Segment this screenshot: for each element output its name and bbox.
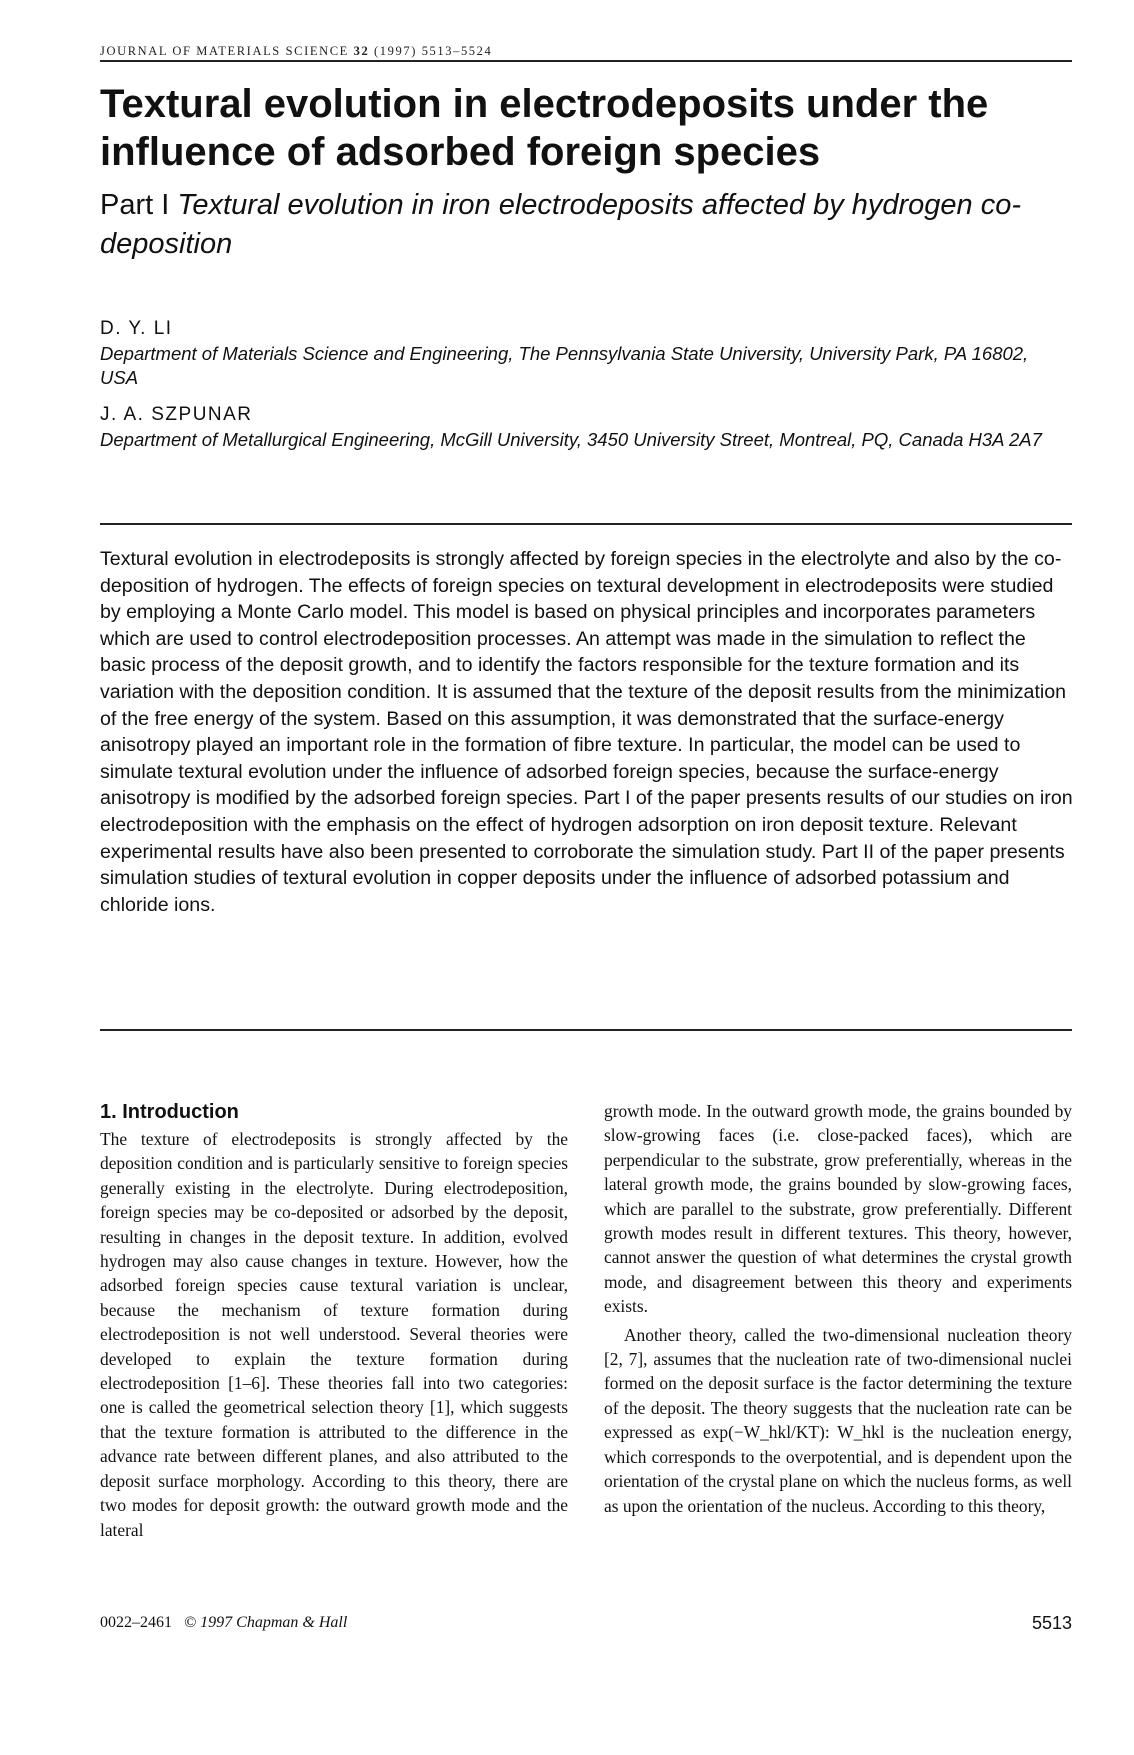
header-rule: [100, 60, 1072, 62]
paper-subtitle: [100, 186, 1060, 264]
journal-year-pages: (1997) 5513–5524: [374, 44, 493, 58]
journal-header: [100, 44, 492, 59]
subtitle-part: Part I: [100, 189, 170, 221]
abstract-bottom-rule: [100, 1029, 1072, 1031]
author-name: D. Y. LI: [100, 318, 173, 339]
body-paragraph: The texture of electrodeposits is strongly affected by the deposition condition and is particularly sensitive to foreign species generally existing in the electrolyte. During electrodeposition, foreign species may be co-deposited or adsorbed by the deposit, resulting in changes in the deposit texture. In addition, evolved hydrogen may also cause changes in texture. However, how the adsorbed foreign species cause textural variation is unclear, because the mechanism of texture formation during electrodeposition is not well understood. Several theories were developed to explain the texture formation during electrodeposition [1–6]. These theories fall into two categories: one is called the geometrical selection theory [1], which suggests that the texture formation is attributed to the difference in the advance rate between different planes, and also attributed to the deposit surface morphology. According to this theory, there are two modes for deposit growth: the outward growth mode and the lateral: [100, 1129, 568, 1540]
body-paragraph: Another theory, called the two-dimensional nucleation theory [2, 7], assumes that the nucleation rate of two-dimensional nuclei formed on the deposit surface is the factor determining the texture of the deposit. The theory suggests that the nucleation rate can be expressed as exp(−W_hkl/KT): W_hkl is the nucleation energy, which corresponds to the overpotential, and is dependent upon the orientation of the crystal plane on which the nucleus forms, as well as upon the orientation of the nucleus. According to this theory,: [604, 1324, 1072, 1516]
left-column: [100, 1099, 568, 1542]
footer-copyright: [100, 1614, 347, 1632]
footer-publisher: © 1997 Chapman & Hall: [184, 1614, 348, 1631]
author-name: J. A. SZPUNAR: [100, 404, 253, 425]
page-number: 5513: [1031, 1613, 1072, 1633]
author-affiliation: Department of Materials Science and Engineering, The Pennsylvania State University, University Park, PA 16802, USA: [100, 343, 1029, 388]
author-affiliation: Department of Metallurgical Engineering, McGill University, 3450 University Street, Montreal, PQ, Canada H3A 2A7: [100, 429, 1042, 450]
abstract: Textural evolution in electrodeposits is strongly affected by foreign species in the electrolyte and also by the co-deposition of hydrogen. The effects of foreign species on textural development in electrodeposits were studied by employing a Monte Carlo model. This model is based on physical principles and incorporates parameters which are used to control electrodeposition processes. An attempt was made in the simulation to reflect the basic process of the deposit growth, and to identify the factors responsible for the texture formation and its variation with the deposition condition. It is assumed that the texture of the deposit results from the minimization of the free energy of the system. Based on this assumption, it was demonstrated that the surface-energy anisotropy played an important role in the formation of fibre texture. In particular, the model can be used to simulate textural evolution under the influence of adsorbed foreign species, because the surface-energy anisotropy is modified by the adsorbed foreign species. Part I of the paper presents results of our studies on iron electrodeposition with the emphasis on the effect of hydrogen adsorption on iron deposit texture. Relevant experimental results have also been presented to corroborate the simulation study. Part II of the paper presents simulation studies of textural evolution in copper deposits under the influence of adsorbed potassium and chloride ions.: [100, 548, 1073, 916]
journal-volume: 32: [353, 44, 370, 58]
paper-title: Textural evolution in electrodeposits under the influence of adsorbed foreign species: [100, 82, 989, 174]
subtitle-text: Textural evolution in iron electrodeposits affected by hydrogen co-deposition: [100, 189, 1022, 260]
body-paragraph: growth mode. In the outward growth mode, the grains bounded by slow-growing faces (i.e. close-packed faces), which are perpendicular to the substrate, grow preferentially, whereas in the lateral growth mode, the grains bounded by slow-growing faces, which are parallel to the substrate, grow preferentially. Different growth modes result in different textures. This theory, however, cannot answer the question of what determines the crystal growth mode, and disagreement between this theory and experiments exists.: [604, 1101, 1072, 1317]
abstract-top-rule: [100, 523, 1072, 525]
section-heading: 1. Introduction: [100, 1101, 239, 1123]
right-column: [604, 1099, 1072, 1518]
journal-name: JOURNAL OF MATERIALS SCIENCE: [100, 44, 349, 58]
footer-issn: 0022–2461: [100, 1614, 172, 1631]
